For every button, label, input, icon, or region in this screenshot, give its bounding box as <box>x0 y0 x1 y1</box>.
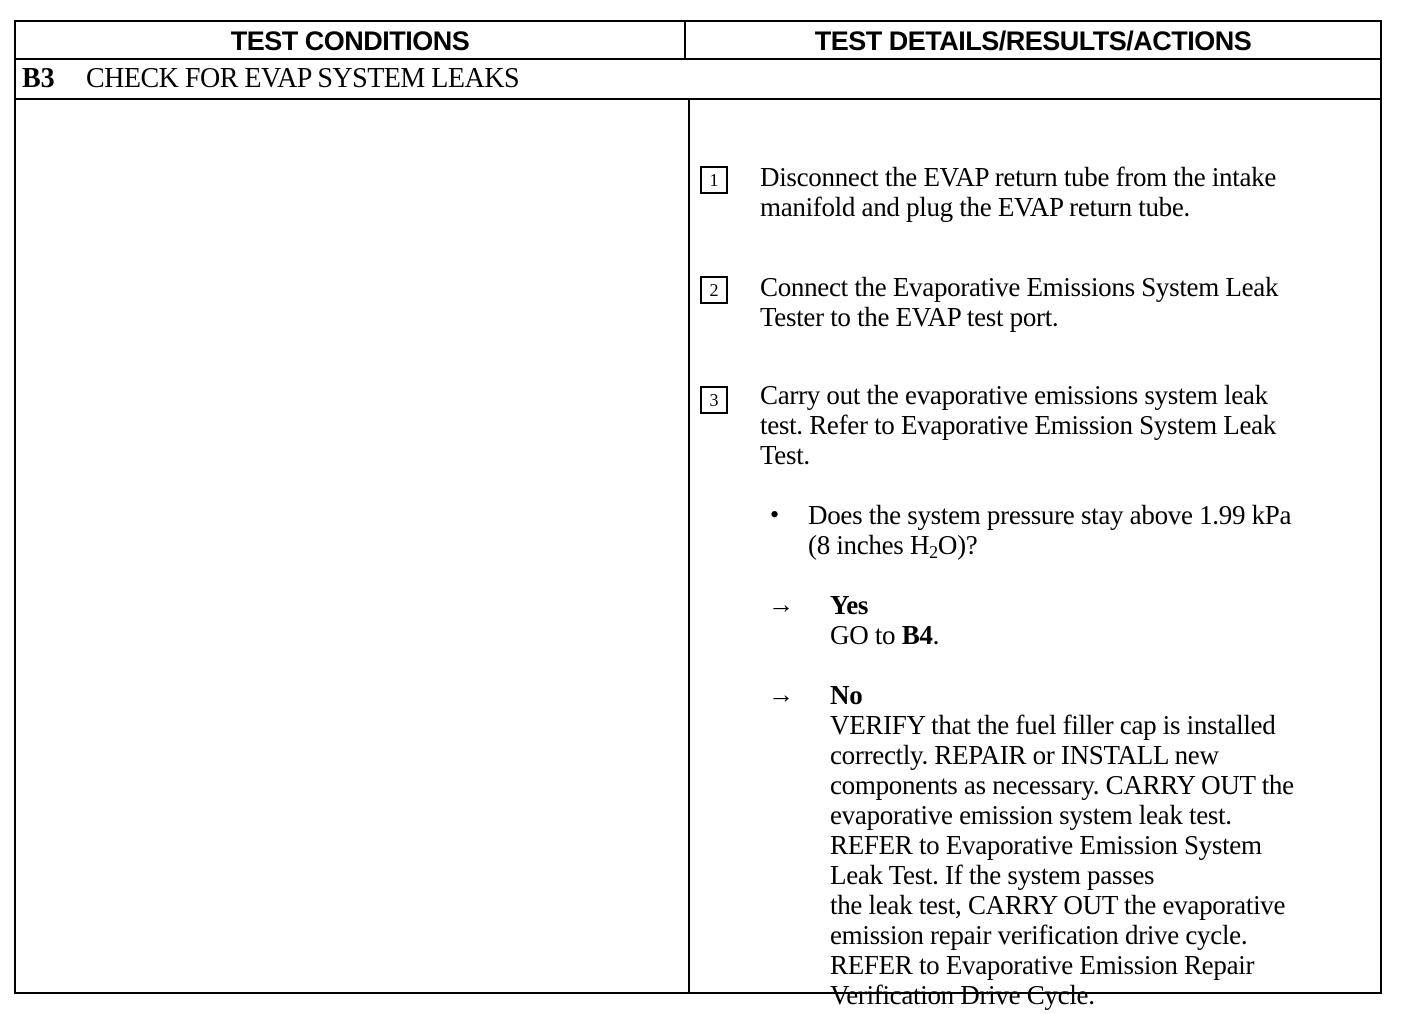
header-test-conditions: TEST CONDITIONS <box>16 22 686 58</box>
step-text: Connect the Evaporative Emissions System Leak Tester to the EVAP test port. <box>760 272 1279 332</box>
arrow-right-icon: → <box>768 590 794 619</box>
step-number-box: 1 <box>700 166 728 194</box>
header-test-details: TEST DETAILS/RESULTS/ACTIONS <box>814 26 1252 56</box>
result-yes-action: GO to B4. <box>830 620 940 650</box>
table-header <box>16 22 1380 60</box>
column-divider <box>688 100 690 992</box>
result-yes <box>830 590 1390 650</box>
question-text: Does the system pressure stay above 1.99 kPa (8 inches $H_2O$)? <box>808 500 1292 562</box>
result-no-label: No <box>830 680 863 710</box>
bullet-icon: • <box>770 500 780 529</box>
step-text: Carry out the evaporative emissions system leak test. Refer to Evaporative Emission System Leak Test. <box>760 380 1277 470</box>
step-text: Disconnect the EVAP return tube from the intake manifold and plug the EVAP return tube. <box>760 162 1277 222</box>
section-row <box>16 58 1380 100</box>
result-yes-label: Yes <box>830 590 869 620</box>
step-number-box: 3 <box>700 386 728 414</box>
diagnostic-table <box>14 20 1382 1010</box>
section-title: CHECK FOR EVAP SYSTEM LEAKS <box>86 63 520 94</box>
result-no: No VERIFY that the fuel filler cap is installed correctly. REPAIR or INSTALL new components as necessary. CARRY OUT the evaporative emission system leak test. REFER to Evaporative Emission System Leak Test. If the system passes the leak test, CARRY OUT the evaporative emission repair verification drive cycle. REFER to Evaporative Emission Repair Verification Drive Cycle. <box>830 680 1390 1010</box>
arrow-right-icon: → <box>768 680 794 709</box>
step-number-box: 2 <box>700 276 728 304</box>
test-details-column <box>692 100 1380 1010</box>
goto-target: B4 <box>901 620 933 650</box>
section-id: B3 <box>22 63 55 94</box>
